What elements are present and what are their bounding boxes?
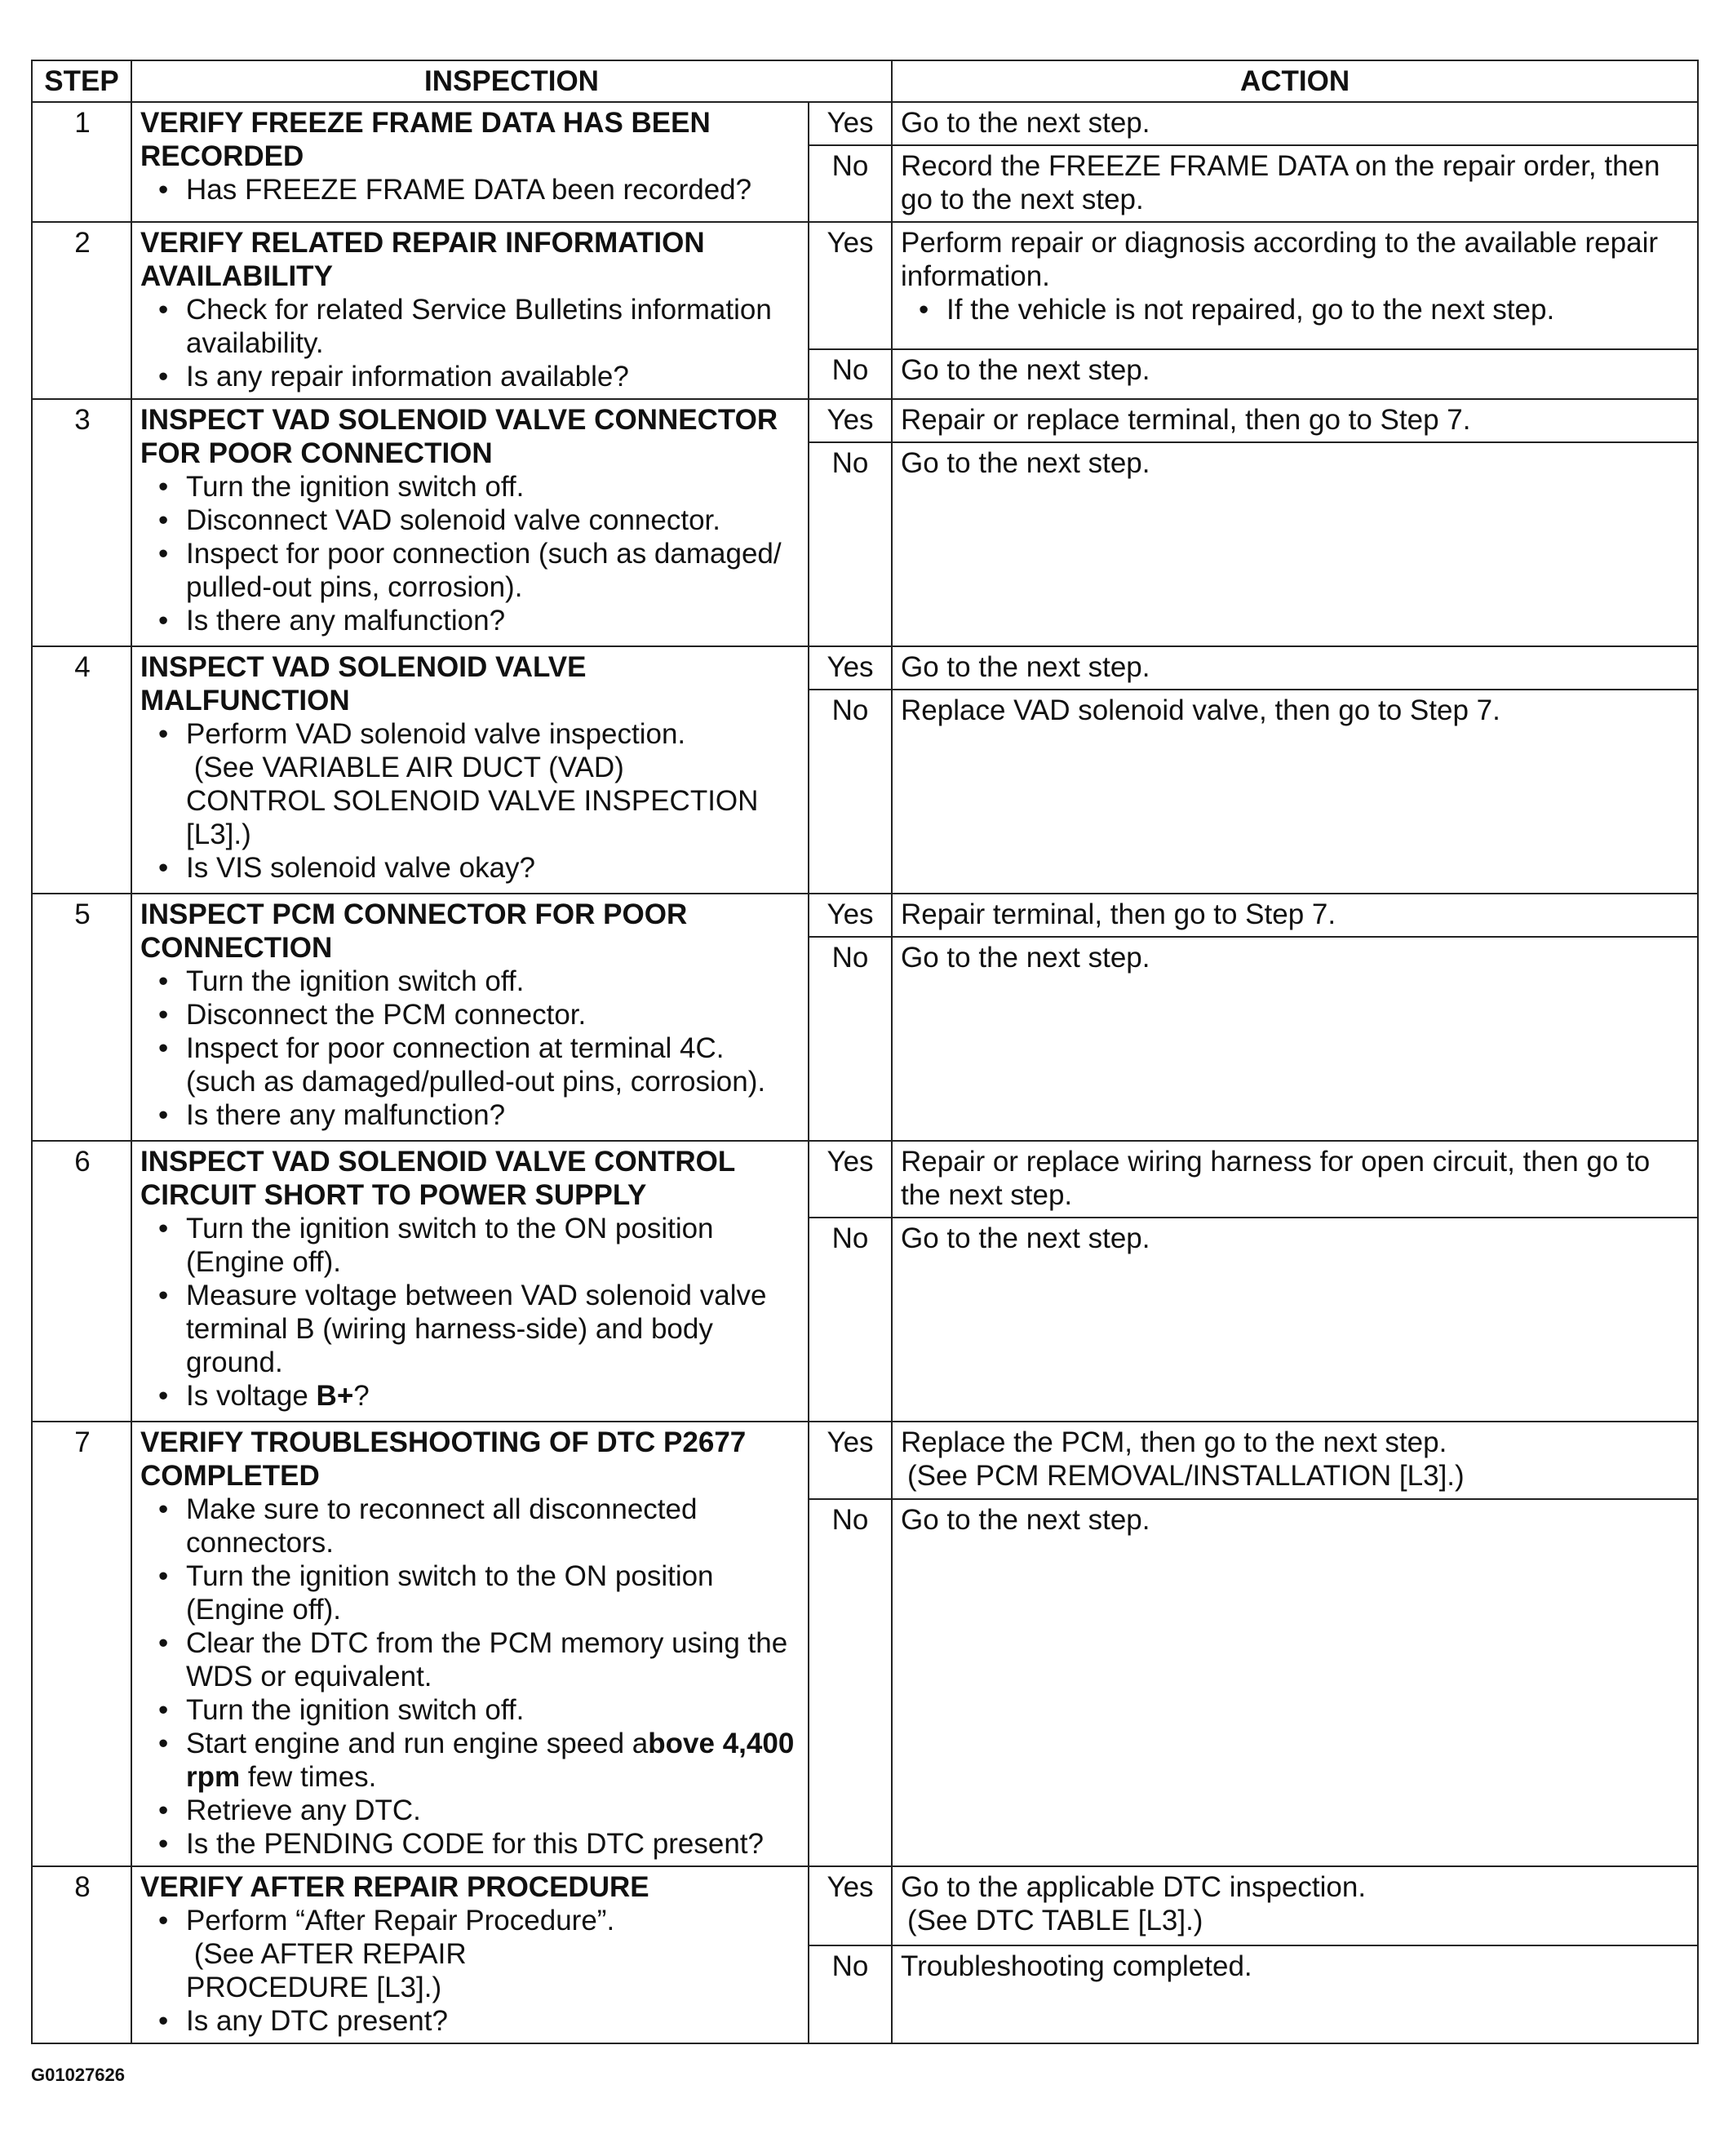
action-no: Go to the next step.	[892, 442, 1698, 646]
step-number: 1	[32, 102, 131, 222]
yes-label: Yes	[809, 102, 892, 145]
action-no: Replace VAD solenoid valve, then go to Step 7.	[892, 690, 1698, 894]
no-label: No	[809, 1218, 892, 1422]
action-yes: Repair terminal, then go to Step 7.	[892, 894, 1698, 937]
step-number: 6	[32, 1141, 131, 1422]
step-title: INSPECT VAD SOLENOID VALVE CONTROL CIRCUIT SHORT TO POWER SUPPLY	[140, 1146, 736, 1211]
troubleshooting-table-container	[31, 60, 1697, 2044]
list-item: • Is voltage B+?	[140, 1379, 801, 1413]
inspection-cell	[131, 1866, 809, 2043]
table-row	[32, 894, 1698, 937]
list-item: • Is VIS solenoid valve okay?	[140, 851, 801, 885]
list-item: • Is any repair information available?	[140, 360, 801, 393]
yes-label: Yes	[809, 1141, 892, 1218]
step-number: 5	[32, 894, 131, 1141]
list-item: • Start engine and run engine speed above 4,400 rpm few times.	[140, 1727, 801, 1794]
action-yes: Repair or replace terminal, then go to Step 7.	[892, 399, 1698, 442]
action-yes: Perform repair or diagnosis according to the available repair information. • If the vehicle is not repaired, go to the next step.	[892, 222, 1698, 349]
list-item: • Turn the ignition switch off.	[140, 1693, 801, 1727]
no-label: No	[809, 145, 892, 222]
list-item: • Has FREEZE FRAME DATA been recorded?	[140, 173, 801, 206]
no-label: No	[809, 442, 892, 646]
step-title: VERIFY TROUBLESHOOTING OF DTC P2677 COMPLETED	[140, 1426, 747, 1492]
inspection-list	[140, 293, 801, 393]
yes-label: Yes	[809, 894, 892, 937]
yes-label: Yes	[809, 646, 892, 690]
inspection-list	[140, 1904, 801, 2038]
inspection-cell	[131, 399, 809, 646]
yes-label: Yes	[809, 1422, 892, 1499]
list-item: • Disconnect VAD solenoid valve connector.	[140, 504, 801, 537]
list-item: • Is any DTC present?	[140, 2004, 801, 2038]
no-label: No	[809, 690, 892, 894]
table-row	[32, 399, 1698, 442]
action-yes: Go to the next step.	[892, 646, 1698, 690]
inspection-cell	[131, 1141, 809, 1422]
action-no: Go to the next step.	[892, 1499, 1698, 1866]
list-item: • Perform “After Repair Procedure”. (See AFTER REPAIR PROCEDURE [L3].)	[140, 1904, 801, 2004]
inspection-cell	[131, 894, 809, 1141]
list-item: • If the vehicle is not repaired, go to the next step.	[901, 293, 1691, 326]
yes-label: Yes	[809, 222, 892, 349]
table-header-row	[32, 60, 1698, 102]
no-label: No	[809, 1499, 892, 1866]
inspection-list	[140, 1493, 801, 1861]
step-title: VERIFY RELATED REPAIR INFORMATION AVAILABILITY	[140, 227, 705, 292]
step-title: VERIFY FREEZE FRAME DATA HAS BEEN RECORDED	[140, 107, 711, 172]
list-item: • Clear the DTC from the PCM memory using the WDS or equivalent.	[140, 1626, 801, 1693]
troubleshooting-table	[31, 60, 1699, 2044]
step-number: 2	[32, 222, 131, 399]
action-no: Record the FREEZE FRAME DATA on the repair order, then go to the next step.	[892, 145, 1698, 222]
list-item: • Retrieve any DTC.	[140, 1794, 801, 1827]
action-no: Go to the next step.	[892, 349, 1698, 399]
list-item: • Turn the ignition switch to the ON position (Engine off).	[140, 1212, 801, 1279]
list-item: • Perform VAD solenoid valve inspection. (See VARIABLE AIR DUCT (VAD) CONTROL SOLENOID VALVE INSPECTION [L3].)	[140, 717, 801, 851]
inspection-list	[140, 173, 801, 206]
list-item: • Turn the ignition switch to the ON position (Engine off).	[140, 1559, 801, 1626]
step-title: INSPECT VAD SOLENOID VALVE MALFUNCTION	[140, 651, 587, 716]
header-step: STEP	[32, 60, 131, 102]
list-item: • Disconnect the PCM connector.	[140, 998, 801, 1031]
list-item: • Inspect for poor connection at terminal 4C. (such as damaged/pulled-out pins, corrosion).	[140, 1031, 801, 1098]
list-item: • Check for related Service Bulletins information availability.	[140, 293, 801, 360]
yes-label: Yes	[809, 1866, 892, 1945]
action-no: Troubleshooting completed.	[892, 1945, 1698, 2043]
list-item: • Make sure to reconnect all disconnected connectors.	[140, 1493, 801, 1559]
step-title: INSPECT PCM CONNECTOR FOR POOR CONNECTION	[140, 898, 688, 964]
inspection-cell	[131, 1422, 809, 1866]
no-label: No	[809, 349, 892, 399]
action-yes: Go to the applicable DTC inspection. (See DTC TABLE [L3].)	[892, 1866, 1698, 1945]
step-title: INSPECT VAD SOLENOID VALVE CONNECTOR FOR POOR CONNECTION	[140, 404, 778, 469]
inspection-list	[140, 965, 801, 1132]
step-number: 4	[32, 646, 131, 894]
step-number: 8	[32, 1866, 131, 2043]
step-number: 3	[32, 399, 131, 646]
table-row	[32, 1422, 1698, 1499]
action-no: Go to the next step.	[892, 937, 1698, 1141]
list-item: • Turn the ignition switch off.	[140, 470, 801, 504]
list-item: • Is there any malfunction?	[140, 1098, 801, 1132]
inspection-cell	[131, 102, 809, 222]
inspection-cell	[131, 646, 809, 894]
action-no: Go to the next step.	[892, 1218, 1698, 1422]
action-yes: Replace the PCM, then go to the next step. (See PCM REMOVAL/INSTALLATION [L3].)	[892, 1422, 1698, 1499]
inspection-list	[140, 470, 801, 637]
figure-code: G01027626	[31, 2065, 125, 2085]
table-row	[32, 102, 1698, 145]
table-row	[32, 222, 1698, 349]
inspection-cell	[131, 222, 809, 399]
list-item: • Is the PENDING CODE for this DTC present?	[140, 1827, 801, 1861]
action-yes: Repair or replace wiring harness for open circuit, then go to the next step.	[892, 1141, 1698, 1218]
action-yes: Go to the next step.	[892, 102, 1698, 145]
list-item: • Turn the ignition switch off.	[140, 965, 801, 998]
table-row	[32, 1141, 1698, 1218]
list-item: • Inspect for poor connection (such as damaged/ pulled-out pins, corrosion).	[140, 537, 801, 604]
no-label: No	[809, 937, 892, 1141]
no-label: No	[809, 1945, 892, 2043]
step-number: 7	[32, 1422, 131, 1866]
step-title: VERIFY AFTER REPAIR PROCEDURE	[140, 1871, 649, 1903]
yes-label: Yes	[809, 399, 892, 442]
list-item: • Measure voltage between VAD solenoid valve terminal B (wiring harness-side) and body ground.	[140, 1279, 801, 1379]
inspection-list	[140, 717, 801, 885]
header-inspection: INSPECTION	[131, 60, 892, 102]
table-row	[32, 1866, 1698, 1945]
table-row	[32, 646, 1698, 690]
header-action: ACTION	[892, 60, 1698, 102]
list-item: • Is there any malfunction?	[140, 604, 801, 637]
inspection-list	[140, 1212, 801, 1413]
